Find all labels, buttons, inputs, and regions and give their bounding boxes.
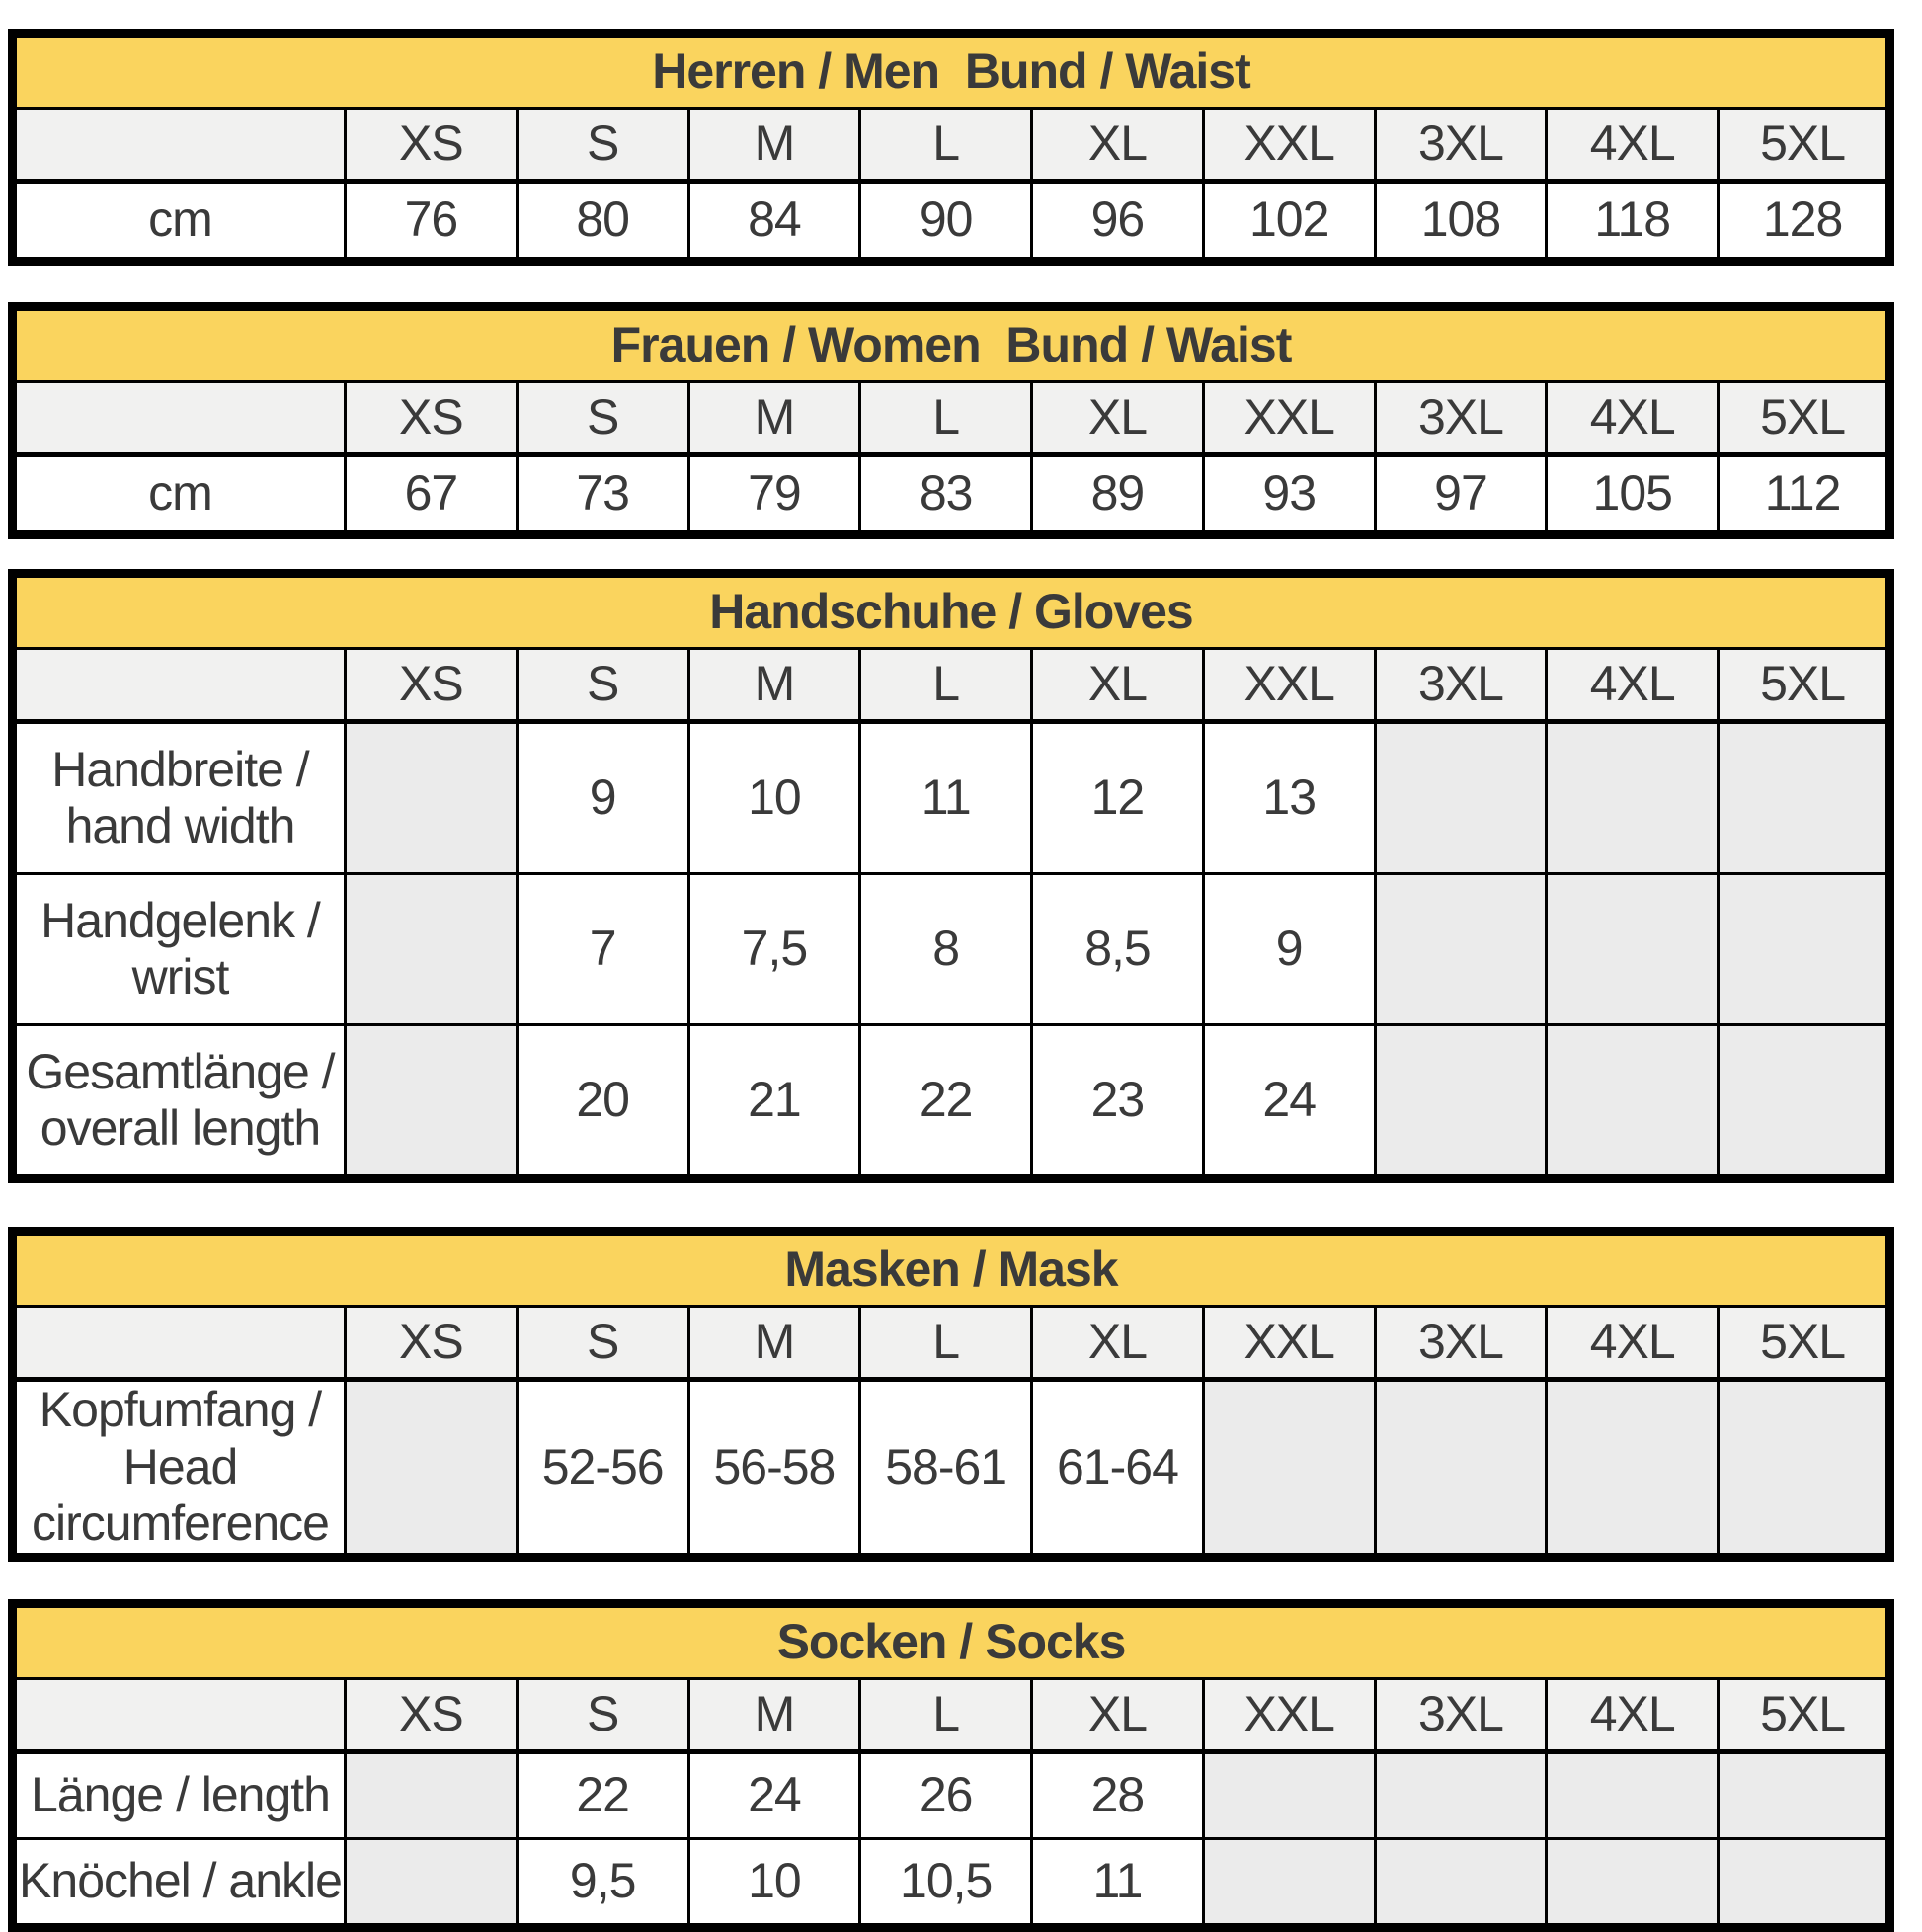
size-header-s: S — [517, 1678, 688, 1751]
value-cell: 10 — [688, 1838, 860, 1927]
value-cell: 93 — [1203, 455, 1375, 535]
value-cell: 90 — [860, 182, 1032, 262]
size-header-4xl: 4XL — [1547, 109, 1719, 182]
size-header-5xl: 5XL — [1719, 382, 1890, 455]
size-header-4xl: 4XL — [1547, 649, 1719, 722]
size-header-s: S — [517, 109, 688, 182]
empty-cell — [346, 1025, 518, 1179]
empty-cell — [1203, 1838, 1375, 1927]
corner-cell — [13, 1307, 346, 1380]
size-header-s: S — [517, 1307, 688, 1380]
empty-cell — [1719, 1380, 1890, 1558]
empty-cell — [1203, 1380, 1375, 1558]
size-header-xxl: XXL — [1203, 382, 1375, 455]
table-men-waist — [8, 29, 1894, 266]
size-header-5xl: 5XL — [1719, 1678, 1890, 1751]
value-cell: 8 — [860, 874, 1032, 1025]
value-cell: 79 — [688, 455, 860, 535]
value-cell: 11 — [1032, 1838, 1204, 1927]
table-title-gloves: Handschuhe / Gloves — [13, 574, 1890, 649]
row-label: Knöchel / ankle — [13, 1838, 346, 1927]
value-cell: 52-56 — [517, 1380, 688, 1558]
size-header-m: M — [688, 109, 860, 182]
corner-cell — [13, 109, 346, 182]
empty-cell — [346, 1838, 518, 1927]
row-label: Handbreite / hand width — [13, 722, 346, 874]
value-cell: 112 — [1719, 455, 1890, 535]
value-cell: 11 — [860, 722, 1032, 874]
row-label: Kopfumfang / Head circumference — [13, 1380, 346, 1558]
empty-cell — [1719, 874, 1890, 1025]
size-header-xxl: XXL — [1203, 1678, 1375, 1751]
value-cell: 22 — [517, 1751, 688, 1838]
value-cell: 26 — [860, 1751, 1032, 1838]
empty-cell — [346, 1380, 518, 1558]
size-header-xl: XL — [1032, 1307, 1204, 1380]
size-header-4xl: 4XL — [1547, 1307, 1719, 1380]
size-header-xl: XL — [1032, 1678, 1204, 1751]
value-cell: 22 — [860, 1025, 1032, 1179]
size-header-m: M — [688, 649, 860, 722]
value-cell: 56-58 — [688, 1380, 860, 1558]
size-header-4xl: 4XL — [1547, 1678, 1719, 1751]
value-cell: 76 — [346, 182, 518, 262]
empty-cell — [1547, 1751, 1719, 1838]
size-header-xl: XL — [1032, 382, 1204, 455]
empty-cell — [1547, 1380, 1719, 1558]
row-label: Länge / length — [13, 1751, 346, 1838]
size-header-xxl: XXL — [1203, 649, 1375, 722]
empty-cell — [346, 874, 518, 1025]
value-cell: 80 — [517, 182, 688, 262]
value-cell: 10,5 — [860, 1838, 1032, 1927]
size-header-xl: XL — [1032, 109, 1204, 182]
size-header-5xl: 5XL — [1719, 109, 1890, 182]
size-header-3xl: 3XL — [1375, 109, 1547, 182]
size-header-xs: XS — [346, 1678, 518, 1751]
table-title-socks: Socken / Socks — [13, 1603, 1890, 1678]
table-title-women-waist: Frauen / Women Bund / Waist — [13, 307, 1890, 382]
value-cell: 102 — [1203, 182, 1375, 262]
size-header-xxl: XXL — [1203, 1307, 1375, 1380]
size-header-3xl: 3XL — [1375, 1678, 1547, 1751]
value-cell: 61-64 — [1032, 1380, 1204, 1558]
value-cell: 9 — [1203, 874, 1375, 1025]
size-header-4xl: 4XL — [1547, 382, 1719, 455]
size-header-l: L — [860, 382, 1032, 455]
value-cell: 67 — [346, 455, 518, 535]
empty-cell — [1547, 722, 1719, 874]
value-cell: 12 — [1032, 722, 1204, 874]
value-cell: 105 — [1547, 455, 1719, 535]
table-gloves — [8, 569, 1894, 1183]
empty-cell — [1375, 874, 1547, 1025]
value-cell: 7 — [517, 874, 688, 1025]
value-cell: 21 — [688, 1025, 860, 1179]
corner-cell — [13, 649, 346, 722]
size-header-3xl: 3XL — [1375, 382, 1547, 455]
size-header-l: L — [860, 1678, 1032, 1751]
size-header-m: M — [688, 1678, 860, 1751]
value-cell: 24 — [688, 1751, 860, 1838]
empty-cell — [1719, 722, 1890, 874]
size-header-s: S — [517, 382, 688, 455]
size-header-m: M — [688, 382, 860, 455]
value-cell: 73 — [517, 455, 688, 535]
size-header-3xl: 3XL — [1375, 1307, 1547, 1380]
value-cell: 108 — [1375, 182, 1547, 262]
empty-cell — [346, 722, 518, 874]
value-cell: 13 — [1203, 722, 1375, 874]
value-cell: 96 — [1032, 182, 1204, 262]
corner-cell — [13, 1678, 346, 1751]
table-title-mask: Masken / Mask — [13, 1232, 1890, 1307]
size-header-xxl: XXL — [1203, 109, 1375, 182]
value-cell: 10 — [688, 722, 860, 874]
value-cell: 84 — [688, 182, 860, 262]
size-header-s: S — [517, 649, 688, 722]
size-header-3xl: 3XL — [1375, 649, 1547, 722]
value-cell: 89 — [1032, 455, 1204, 535]
empty-cell — [1719, 1838, 1890, 1927]
size-header-5xl: 5XL — [1719, 649, 1890, 722]
empty-cell — [1719, 1751, 1890, 1838]
table-mask — [8, 1227, 1894, 1562]
value-cell: 118 — [1547, 182, 1719, 262]
empty-cell — [1547, 874, 1719, 1025]
empty-cell — [1375, 1380, 1547, 1558]
empty-cell — [1547, 1838, 1719, 1927]
size-header-l: L — [860, 649, 1032, 722]
size-header-xs: XS — [346, 649, 518, 722]
empty-cell — [1547, 1025, 1719, 1179]
row-label: cm — [13, 455, 346, 535]
empty-cell — [1375, 1751, 1547, 1838]
empty-cell — [346, 1751, 518, 1838]
row-label: Gesamtlänge / overall length — [13, 1025, 346, 1179]
value-cell: 20 — [517, 1025, 688, 1179]
table-socks — [8, 1599, 1894, 1932]
value-cell: 7,5 — [688, 874, 860, 1025]
empty-cell — [1375, 1025, 1547, 1179]
value-cell: 23 — [1032, 1025, 1204, 1179]
value-cell: 8,5 — [1032, 874, 1204, 1025]
size-header-xs: XS — [346, 382, 518, 455]
value-cell: 9,5 — [517, 1838, 688, 1927]
value-cell: 128 — [1719, 182, 1890, 262]
table-title-men-waist: Herren / Men Bund / Waist — [13, 34, 1890, 109]
row-label: cm — [13, 182, 346, 262]
corner-cell — [13, 382, 346, 455]
size-header-m: M — [688, 1307, 860, 1380]
empty-cell — [1719, 1025, 1890, 1179]
size-header-xs: XS — [346, 109, 518, 182]
value-cell: 24 — [1203, 1025, 1375, 1179]
empty-cell — [1203, 1751, 1375, 1838]
size-header-l: L — [860, 109, 1032, 182]
empty-cell — [1375, 722, 1547, 874]
value-cell: 9 — [517, 722, 688, 874]
table-women-waist — [8, 302, 1894, 539]
value-cell: 83 — [860, 455, 1032, 535]
size-header-l: L — [860, 1307, 1032, 1380]
size-header-xl: XL — [1032, 649, 1204, 722]
empty-cell — [1375, 1838, 1547, 1927]
value-cell: 58-61 — [860, 1380, 1032, 1558]
size-header-xs: XS — [346, 1307, 518, 1380]
value-cell: 97 — [1375, 455, 1547, 535]
value-cell: 28 — [1032, 1751, 1204, 1838]
size-header-5xl: 5XL — [1719, 1307, 1890, 1380]
row-label: Handgelenk / wrist — [13, 874, 346, 1025]
